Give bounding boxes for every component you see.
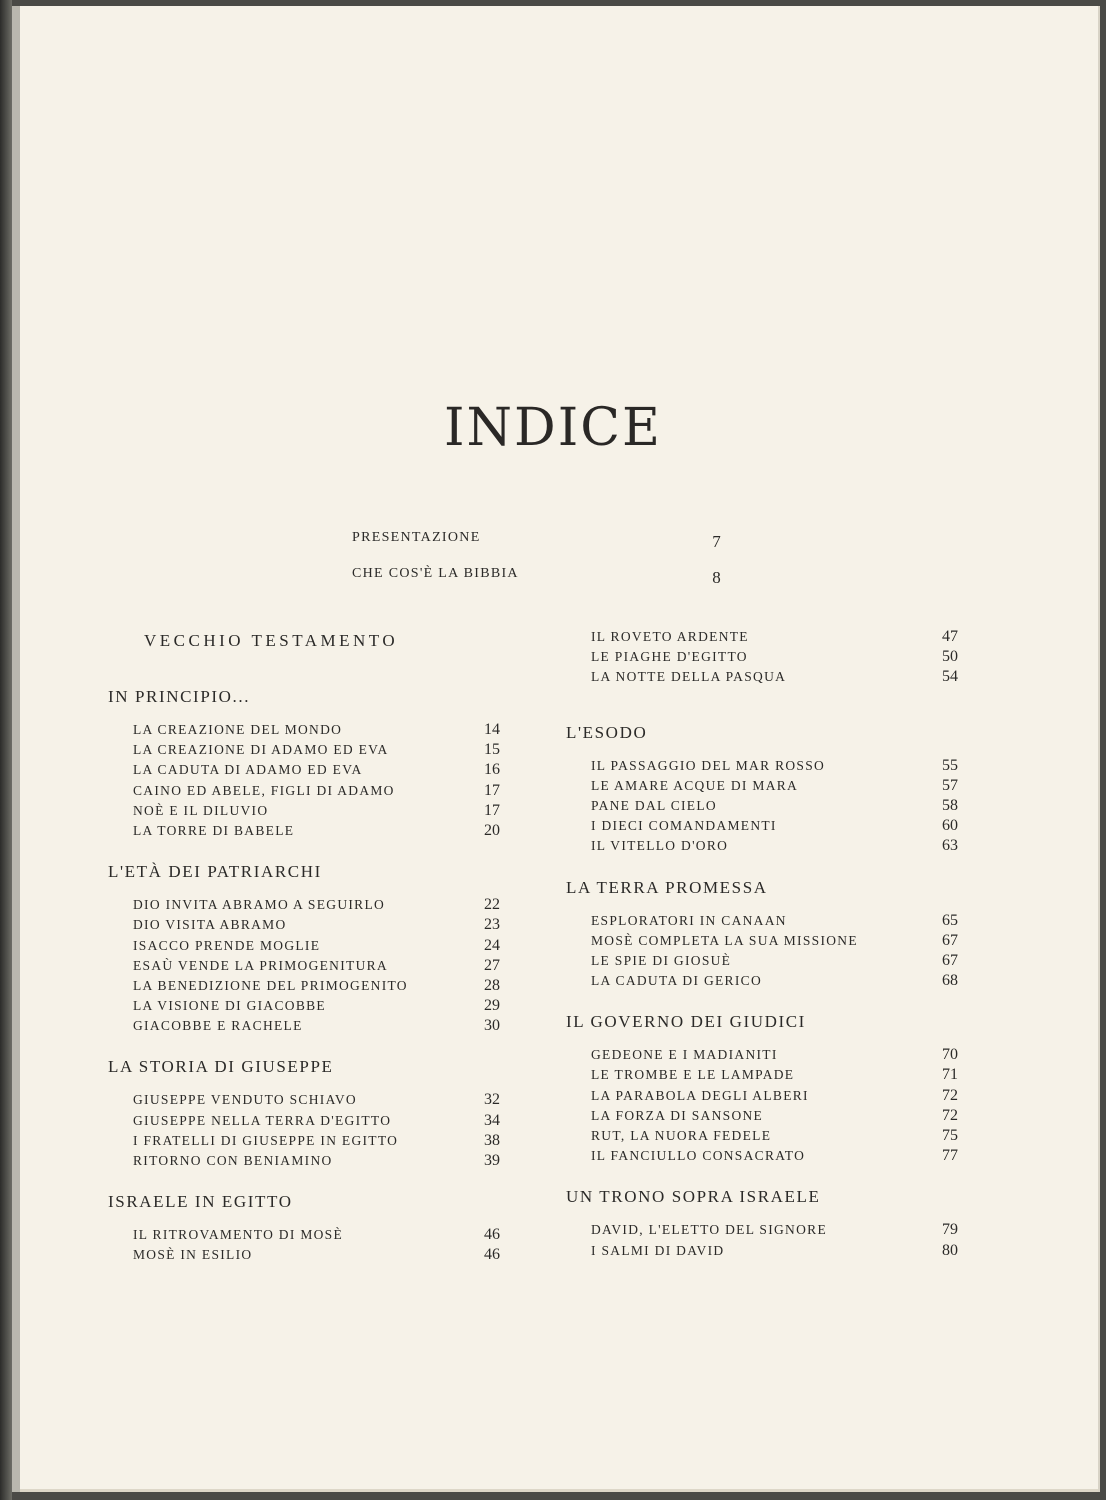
- entry-label: LA FORZA DI SANSONE: [591, 1107, 764, 1123]
- toc-entry: [108, 1225, 500, 1245]
- section-title: IN PRINCIPIO...: [108, 687, 251, 706]
- entry-label: IL FANCIULLO CONSACRATO: [591, 1148, 806, 1164]
- entry-page: 16: [484, 761, 500, 779]
- toc-entry: [566, 816, 958, 836]
- toc-section: [108, 686, 500, 841]
- toc-entry: [108, 996, 500, 1016]
- entry-label: DIO VISITA ABRAMO: [133, 917, 287, 933]
- entry-label: LA CADUTA DI GERICO: [591, 973, 762, 989]
- toc-entry: [108, 801, 500, 821]
- entry-page: 55: [942, 756, 958, 774]
- entry-page: 46: [484, 1226, 500, 1244]
- toc-entry: [108, 720, 500, 740]
- toc-entry: [108, 936, 500, 956]
- entry-label: LA BENEDIZIONE DEL PRIMOGENITO: [133, 977, 408, 993]
- toc-entry: [566, 1106, 958, 1126]
- toc-entry: [566, 1065, 958, 1085]
- toc-section: [108, 1191, 500, 1265]
- entry-label: I SALMI DI DAVID: [591, 1242, 725, 1258]
- entry-page: 60: [942, 817, 958, 835]
- entry-page: 24: [484, 936, 500, 954]
- page-title: INDICE: [443, 398, 663, 458]
- toc-entry: [566, 931, 958, 951]
- entry-label: LE PIAGHE D'EGITTO: [591, 649, 748, 665]
- entry-label: ESAÙ VENDE LA PRIMOGENITURA: [133, 957, 388, 973]
- right-column: [566, 627, 958, 1281]
- entry-label: LA CREAZIONE DI ADAMO ED EVA: [133, 742, 389, 758]
- entry-page: 30: [484, 1017, 500, 1035]
- toc-entry: [108, 1131, 500, 1151]
- entry-page: 7: [712, 532, 722, 551]
- entry-page: 67: [942, 951, 958, 969]
- entry-page: 72: [942, 1106, 958, 1124]
- toc-entry: [566, 951, 958, 971]
- entry-label: IL PASSAGGIO DEL MAR ROSSO: [591, 757, 826, 773]
- entry-page: 17: [484, 781, 500, 799]
- entry-label: PRESENTAZIONE: [352, 530, 481, 545]
- entry-label: LE SPIE DI GIOSUÈ: [591, 952, 732, 968]
- toc-entry: [108, 956, 500, 976]
- entry-page: 71: [942, 1066, 958, 1084]
- entry-page: 50: [942, 648, 958, 666]
- toc-entry: [108, 740, 500, 760]
- toc-entry: [566, 776, 958, 796]
- toc-entry: [566, 911, 958, 931]
- toc-entry: [108, 895, 500, 915]
- intro-row: [352, 530, 722, 566]
- entry-label: LA CADUTA DI ADAMO ED EVA: [133, 762, 363, 778]
- section-title: L'ETÀ DEI PATRIARCHI: [108, 862, 322, 882]
- entry-label: IL RITROVAMENTO DI MOSÈ: [133, 1227, 344, 1243]
- entry-page: 20: [484, 821, 500, 839]
- entry-page: 15: [484, 741, 500, 759]
- entry-label: MOSÈ COMPLETA LA SUA MISSIONE: [591, 932, 858, 948]
- toc-entry: [108, 781, 500, 801]
- entry-page: 39: [484, 1152, 500, 1169]
- entry-page: 80: [942, 1241, 958, 1259]
- entry-page: 8: [712, 568, 722, 587]
- entry-label: LE AMARE ACQUE DI MARA: [591, 777, 799, 793]
- intro-row: [352, 566, 722, 602]
- toc-entry: [108, 760, 500, 780]
- toc-entry: [108, 976, 500, 996]
- entry-label: IL VITELLO D'ORO: [591, 838, 729, 854]
- entry-page: 68: [942, 972, 958, 990]
- entry-label: DAVID, L'ELETTO DEL SIGNORE: [591, 1222, 828, 1238]
- left-column: [108, 630, 500, 1286]
- toc-entry: [566, 1241, 958, 1261]
- toc-section: [566, 1011, 958, 1166]
- book-spine: [0, 0, 12, 1500]
- entry-page: 29: [484, 997, 500, 1015]
- toc-entry: [108, 1111, 500, 1131]
- toc-section: [108, 861, 500, 1036]
- section-title: L'ESODO: [566, 722, 648, 742]
- toc-entry: [566, 627, 958, 647]
- section-title: UN TRONO SOPRA ISRAELE: [566, 1187, 821, 1207]
- toc-entry: [108, 1151, 500, 1171]
- section-title: IL GOVERNO DEI GIUDICI: [566, 1012, 806, 1032]
- toc-section: [566, 877, 958, 992]
- entry-page: 32: [484, 1091, 500, 1109]
- entry-label: ISACCO PRENDE MOGLIE: [133, 937, 321, 953]
- entry-page: 77: [942, 1147, 958, 1165]
- section-title: ISRAELE IN EGITTO: [108, 1192, 293, 1212]
- entry-label: LE TROMBE E LE LAMPADE: [591, 1067, 795, 1083]
- entry-label: I DIECI COMANDAMENTI: [591, 818, 777, 834]
- entry-label: LA PARABOLA DEGLI ALBERI: [591, 1087, 809, 1103]
- entry-label: RITORNO CON BENIAMINO: [133, 1153, 333, 1168]
- entry-label: GIACOBBE E RACHELE: [133, 1018, 303, 1034]
- entry-page: 34: [484, 1111, 500, 1129]
- entry-label: IL ROVETO ARDENTE: [591, 629, 749, 644]
- entry-label: NOÈ E IL DILUVIO: [133, 802, 269, 818]
- entry-page: 57: [942, 776, 958, 794]
- toc-entry: [566, 1146, 958, 1166]
- toc-entry: [566, 667, 958, 687]
- section-title: LA TERRA PROMESSA: [566, 877, 768, 897]
- entry-label: LA VISIONE DI GIACOBBE: [133, 998, 326, 1014]
- entry-page: 70: [942, 1046, 958, 1064]
- entry-label: GIUSEPPE VENDUTO SCHIAVO: [133, 1092, 357, 1108]
- toc-entry: [566, 1126, 958, 1146]
- entry-label: LA TORRE DI BABELE: [133, 822, 295, 838]
- entry-page: 47: [942, 628, 958, 645]
- entry-page: 63: [942, 837, 958, 855]
- entry-label: I FRATELLI DI GIUSEPPE IN EGITTO: [133, 1132, 399, 1148]
- entry-label: CAINO ED ABELE, FIGLI DI ADAMO: [133, 782, 395, 798]
- entry-page: 38: [484, 1131, 500, 1149]
- toc-entry: [108, 1016, 500, 1036]
- toc-section: [566, 1186, 958, 1260]
- entry-page: 46: [484, 1246, 500, 1264]
- entry-label: ESPLORATORI IN CANAAN: [591, 912, 787, 928]
- entry-label: GEDEONE E I MADIANITI: [591, 1047, 778, 1063]
- entry-page: 54: [942, 668, 958, 686]
- toc-entry: [566, 756, 958, 776]
- entry-page: 28: [484, 976, 500, 994]
- toc-entry: [566, 1086, 958, 1106]
- toc-section: [566, 722, 958, 857]
- toc-entry: [566, 971, 958, 991]
- toc-entry: [108, 821, 500, 841]
- toc-entry: [566, 1220, 958, 1240]
- entry-page: 58: [942, 796, 958, 814]
- entry-label: DIO INVITA ABRAMO A SEGUIRLO: [133, 897, 386, 913]
- toc-entry: [566, 647, 958, 667]
- toc-entry: [566, 1045, 958, 1065]
- section-title: LA STORIA DI GIUSEPPE: [108, 1057, 334, 1077]
- entry-page: 65: [942, 911, 958, 929]
- toc-entry: [108, 1245, 500, 1265]
- toc-entry: [566, 796, 958, 816]
- entry-label: PANE DAL CIELO: [591, 797, 717, 813]
- entry-page: 22: [484, 896, 500, 914]
- entry-label: RUT, LA NUORA FEDELE: [591, 1128, 772, 1143]
- entry-label: LA NOTTE DELLA PASQUA: [591, 669, 787, 685]
- entry-page: 72: [942, 1086, 958, 1104]
- entry-page: 75: [942, 1127, 958, 1144]
- entry-page: 67: [942, 931, 958, 949]
- toc-entry: [108, 1090, 500, 1110]
- entry-page: 79: [942, 1221, 958, 1239]
- toc-entry: [108, 915, 500, 935]
- entry-page: 27: [484, 956, 500, 974]
- entry-label: GIUSEPPE NELLA TERRA D'EGITTO: [133, 1112, 392, 1128]
- entry-page: 23: [484, 916, 500, 934]
- entry-label: LA CREAZIONE DEL MONDO: [133, 722, 343, 737]
- entry-label: MOSÈ IN ESILIO: [133, 1247, 253, 1263]
- toc-entry: [566, 836, 958, 856]
- entry-page: 14: [484, 721, 500, 738]
- entry-page: 17: [484, 801, 500, 819]
- intro-list: [352, 530, 722, 602]
- entry-label: CHE COS'È LA BIBBIA: [352, 566, 519, 581]
- toc-section: [108, 1056, 500, 1171]
- part-title: VECCHIO TESTAMENTO: [144, 631, 399, 650]
